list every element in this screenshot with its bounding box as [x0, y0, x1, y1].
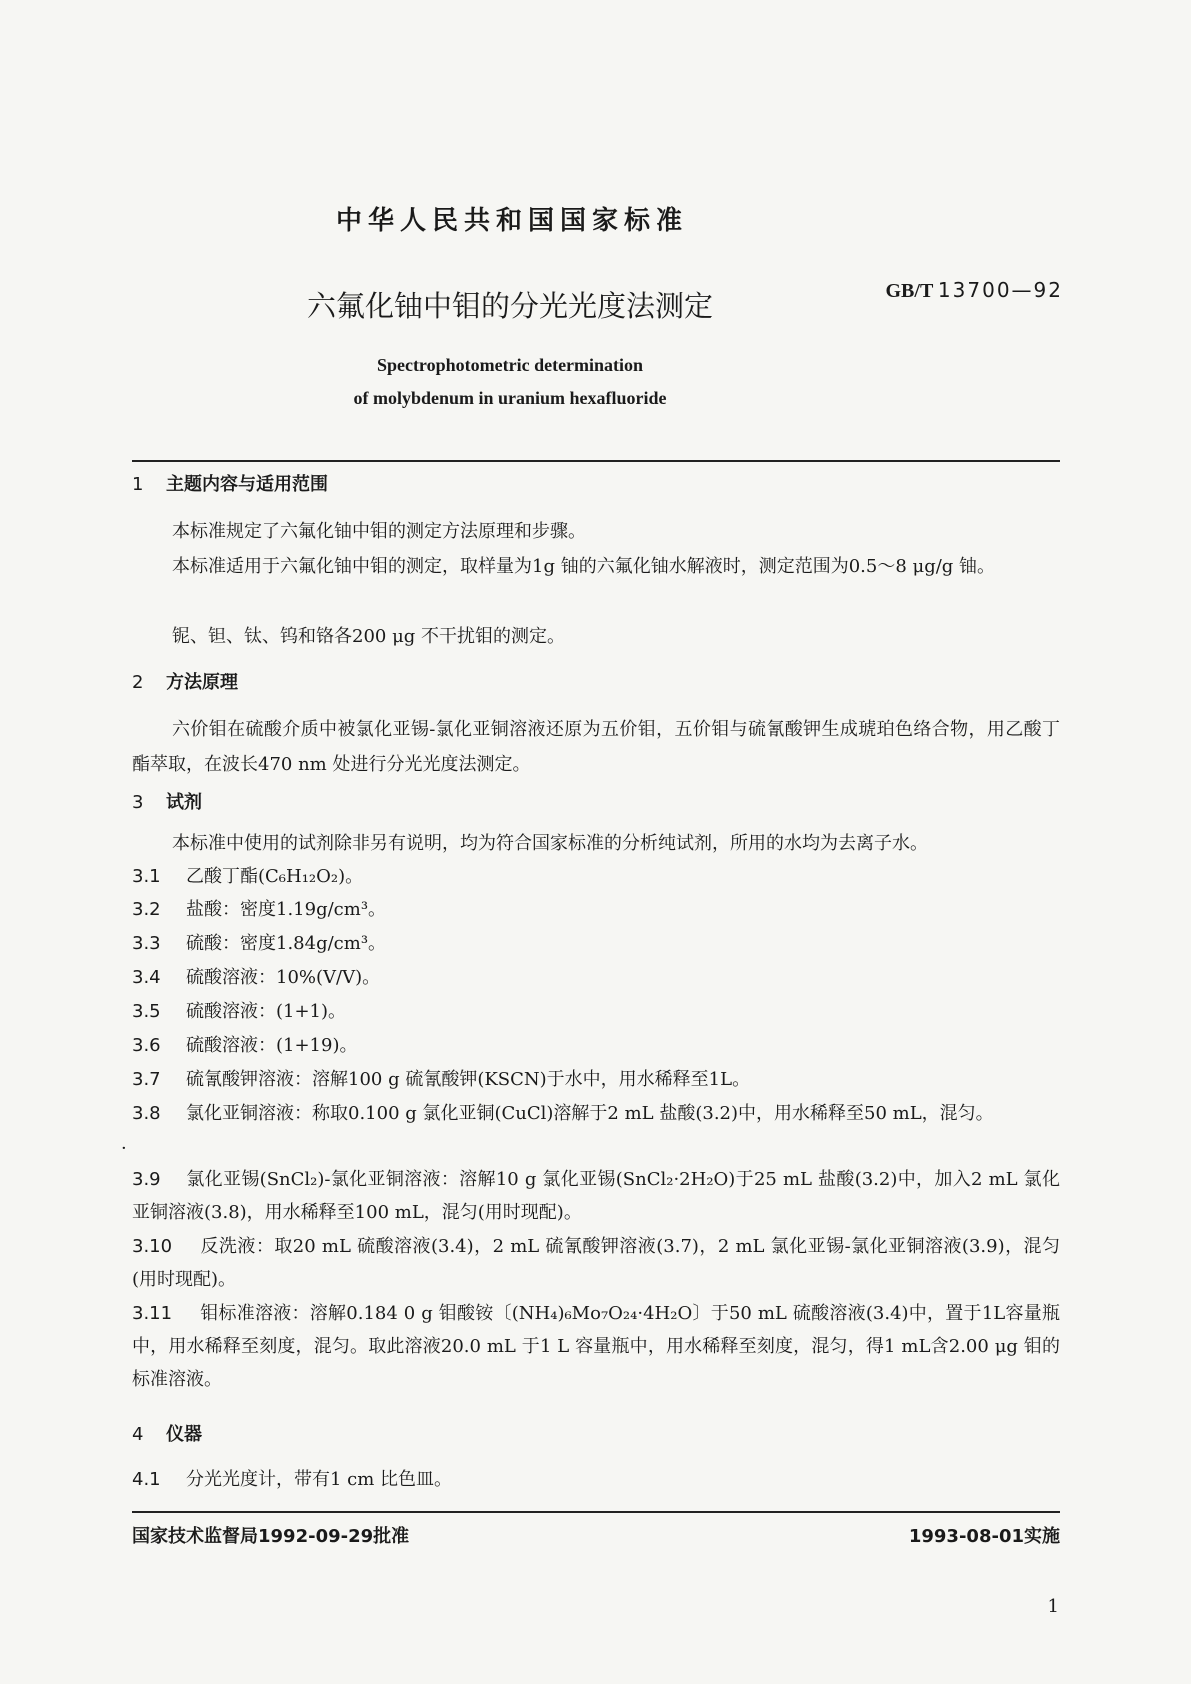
reagent-item — [132, 1063, 1060, 1096]
section-1-paragraph-1: 本标准规定了六氟化铀中钼的测定方法原理和步骤。 — [172, 521, 586, 542]
item-text: 反洗液：取20 mL 硫酸溶液(3.4)，2 mL 硫氰酸钾溶液(3.7)，2 mL 氯化亚锡-氯化亚铜溶液(3.9)，混匀(用时现配)。 — [132, 1236, 1060, 1290]
title-en-line-1: Spectrophotometric determination — [376, 355, 644, 375]
item-text: 硫酸溶液：(1+1)。 — [186, 1001, 347, 1022]
section-number: 4 — [132, 1424, 144, 1445]
section-title: 方法原理 — [166, 672, 238, 693]
section-title: 主题内容与适用范围 — [166, 474, 328, 495]
reagent-item — [132, 860, 1060, 893]
footer-divider — [132, 1511, 1060, 1513]
item-text: 硫酸溶液：10%(V/V)。 — [186, 967, 381, 988]
section-title: 仪器 — [166, 1424, 202, 1445]
item-text: 乙酸丁酯(C₆H₁₂O₂)。 — [186, 866, 364, 887]
document-title-cn: 六氟化铀中钼的分光光度法测定 — [306, 289, 713, 323]
reagent-item — [132, 893, 1060, 926]
item-number: 3.4 — [132, 967, 161, 988]
item-number: 3.9 — [132, 1169, 161, 1190]
section-number: 2 — [132, 672, 144, 693]
reagent-item — [132, 961, 1060, 994]
item-number: 3.8 — [132, 1103, 161, 1124]
page-number: 1 — [1047, 1596, 1059, 1617]
item-number: 3.5 — [132, 1001, 161, 1022]
item-text: 钼标准溶液：溶解0.184 0 g 钼酸铵〔(NH₄)₆Mo₇O₂₄·4H₂O〕于50 mL 硫酸溶液(3.4)中，置于1L容量瓶中，用水稀释至刻度，混匀。取此溶液20.0 mL 于1 L 容量瓶中，用水稀释至刻度，混匀，得1 mL含2.00 μg 钼的标准溶液。 — [132, 1303, 1060, 1390]
section-1-paragraph-3: 铌、钽、钛、钨和铬各200 μg 不干扰钼的测定。 — [172, 626, 566, 647]
approval-date: 国家技术监督局1992-09-29批准 — [132, 1526, 410, 1547]
section-title: 试剂 — [166, 792, 202, 813]
national-standard-heading: 中华人民共和国国家标准 — [335, 206, 688, 236]
reagent-item — [132, 1097, 1060, 1130]
section-1-paragraph-2: 本标准适用于六氟化铀中钼的测定，取样量为1g 铀的六氟化铀水解液时，测定范围为0.5～8 μg/g 铀。 — [172, 556, 996, 577]
item-text: 氯化亚锡(SnCl₂)-氯化亚铜溶液：溶解10 g 氯化亚锡(SnCl₂·2H₂O)于25 mL 盐酸(3.2)中，加入2 mL 氯化亚铜溶液(3.8)，用水稀释至100 mL，混匀(用时现配)。 — [132, 1169, 1060, 1223]
reagent-item — [132, 1029, 1060, 1062]
item-text: 分光光度计，带有1 cm 比色皿。 — [186, 1469, 453, 1490]
section-3-heading — [132, 788, 202, 814]
section-4-heading — [132, 1420, 202, 1446]
instrument-item — [132, 1463, 1060, 1496]
item-text: 硫氰酸钾溶液：溶解100 g 硫氰酸钾(KSCN)于水中，用水稀释至1L。 — [186, 1069, 751, 1090]
reagent-item — [132, 927, 1060, 960]
item-number: 3.2 — [132, 899, 161, 920]
implementation-date: 1993-08-01实施 — [908, 1526, 1060, 1547]
item-text: 氯化亚铜溶液：称取0.100 g 氯化亚铜(CuCl)溶解于2 mL 盐酸(3.2)中，用水稀释至50 mL，混匀。 — [186, 1103, 994, 1124]
item-number: 3.10 — [132, 1236, 173, 1257]
item-text: 硫酸：密度1.84g/cm³。 — [186, 933, 387, 954]
item-text: 盐酸：密度1.19g/cm³。 — [186, 899, 387, 920]
item-number: 3.6 — [132, 1035, 161, 1056]
item-text: 硫酸溶液：(1+19)。 — [186, 1035, 358, 1056]
reagent-item — [132, 1297, 1060, 1396]
section-number: 3 — [132, 792, 144, 813]
section-number: 1 — [132, 474, 144, 495]
item-number: 4.1 — [132, 1469, 161, 1490]
margin-mark: · — [121, 1138, 127, 1159]
item-number: 3.3 — [132, 933, 161, 954]
section-3-paragraph-1: 本标准中使用的试剂除非另有说明，均为符合国家标准的分析纯试剂，所用的水均为去离子水。 — [172, 833, 928, 854]
reagent-item — [132, 1163, 1060, 1229]
title-en-line-2: of molybdenum in uranium hexafluoride — [353, 388, 667, 408]
standard-prefix: GB/T — [885, 280, 933, 302]
item-number: 3.7 — [132, 1069, 161, 1090]
document-title-en — [0, 349, 1020, 415]
section-2-heading — [132, 668, 238, 694]
reagent-item — [132, 1230, 1060, 1296]
item-number: 3.11 — [132, 1303, 173, 1324]
header-divider — [132, 460, 1060, 462]
standard-code: 13700—92 — [937, 278, 1063, 302]
section-2-paragraph-1: 六价钼在硫酸介质中被氯化亚锡-氯化亚铜溶液还原为五价钼，五价钼与硫氰酸钾生成琥珀色络合物，用乙酸丁酯萃取，在波长470 nm 处进行分光光度法测定。 — [132, 719, 1060, 775]
section-1-heading — [132, 470, 328, 496]
item-number: 3.1 — [132, 866, 161, 887]
reagent-item — [132, 995, 1060, 1028]
